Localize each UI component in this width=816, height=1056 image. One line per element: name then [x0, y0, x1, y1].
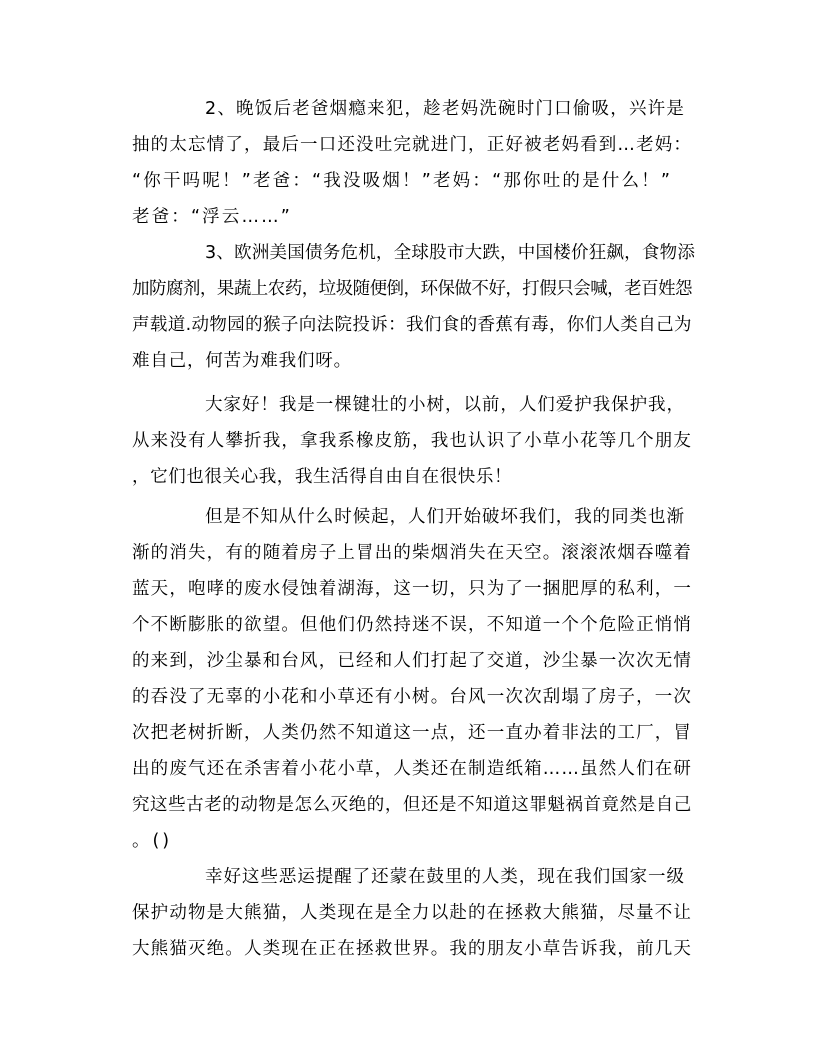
paragraph-2-line-3: 声载道.动物园的猴子向法院投诉：我们食的香蕉有毒，你们人类自己为: [132, 315, 692, 335]
paragraph-4-line-10: 。(): [132, 831, 173, 851]
paragraph-4-line-4: 个不断膨胀的欲望。但他们仍然持迷不误，不知道一个个危险正悄悄: [132, 615, 693, 635]
paragraph-4-line-2: 渐的消失，有的随着房子上冒出的柴烟消失在天空。滚滚浓烟吞噬着: [132, 543, 693, 563]
paragraph-2-line-4: 难自己，何苦为难我们呀。: [132, 351, 352, 371]
paragraph-4-line-3: 蓝天，咆哮的废水侵蚀着湖海，这一切，只为了一捆肥厚的私利，一: [132, 579, 693, 599]
paragraph-1-line-2: 抽的太忘情了，最后一口还没吐完就进门，正好被老妈看到…老妈：: [132, 135, 693, 155]
paragraph-4-line-5: 的来到，沙尘暴和台风，已经和人们打起了交道，沙尘暴一次次无情: [132, 651, 693, 671]
paragraph-4-line-8: 出的废气还在杀害着小花小草，人类还在制造纸箱……虽然人们在研: [132, 759, 693, 779]
paragraph-5-line-1: 幸好这些恶运提醒了还蒙在鼓里的人类，现在我们国家一级: [205, 867, 685, 887]
paragraph-2-line-2: 加防腐剂，果蔬上农药，垃圾随便倒，环保做不好，打假只会喊，老百姓怨: [132, 279, 693, 299]
paragraph-3-line-1: 大家好！我是一棵键壮的小树，以前，人们爱护我保护我，: [205, 395, 685, 415]
paragraph-5-line-2: 保护动物是大熊猫，人类现在是全力以赴的在拯救大熊猫，尽量不让: [132, 903, 693, 923]
paragraph-4-line-7: 次把老树折断，人类仍然不知道这一点，还一直办着非法的工厂，冒: [132, 723, 693, 743]
paragraph-3-line-3: ，它们也很关心我，我生活得自由自在很快乐！: [132, 467, 513, 487]
paragraph-5-line-3: 大熊猫灭绝。人类现在正在拯救世界。我的朋友小草告诉我，前几天: [132, 939, 693, 959]
paragraph-4-line-6: 的吞没了无辜的小花和小草还有小树。台风一次次刮塌了房子，一次: [132, 687, 693, 707]
paragraph-1-line-1: 2、晚饭后老爸烟瘾来犯，趁老妈洗碗时门口偷吸，兴许是: [205, 99, 686, 119]
paragraph-1-line-3: “你干吗呢！”老爸：“我没吸烟！”老妈：“那你吐的是什么！”: [132, 171, 673, 191]
paragraph-4-line-9: 究这些古老的动物是怎么灭绝的，但还是不知道这罪魁祸首竟然是自己: [132, 795, 692, 815]
paragraph-4-line-1: 但是不知从什么时候起，人们开始破坏我们，我的同类也渐: [205, 507, 685, 527]
paragraph-3-line-2: 从来没有人攀折我，拿我系橡皮筋，我也认识了小草小花等几个朋友: [132, 431, 693, 451]
paragraph-1-line-4: 老爸：“浮云……”: [132, 207, 292, 227]
paragraph-2-line-1: 3、欧洲美国债务危机，全球股市大跌，中国楼价狂飙，食物添: [205, 243, 696, 263]
